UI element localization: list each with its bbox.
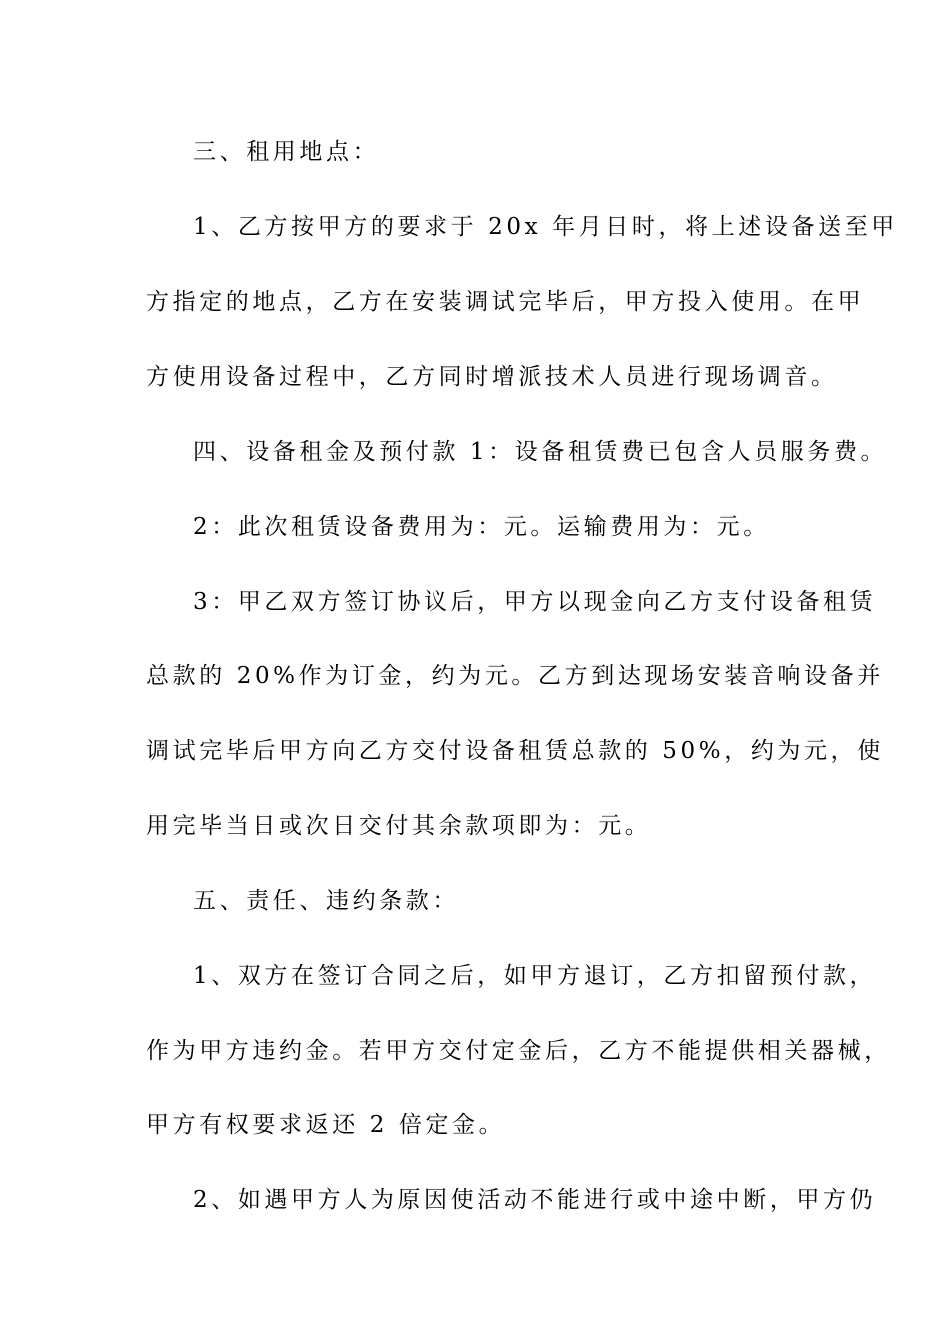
paragraph-line: 用完毕当日或次日交付其余款项即为：元。 [146, 813, 652, 839]
section-heading-rental-location: 三、租用地点： [193, 139, 380, 165]
paragraph-line: 方指定的地点，乙方在安装调试完毕后，甲方投入使用。在甲 [146, 289, 865, 315]
paragraph-line: 甲方有权要求返还 2 倍定金。 [146, 1112, 506, 1138]
section-heading-rent-and-prepayment: 四、设备租金及预付款 1：设备租赁费已包含人员服务费。 [193, 439, 888, 465]
paragraph-line: 1、乙方按甲方的要求于 20x 年月日时，将上述设备送至甲 [193, 214, 898, 240]
paragraph-line: 2、如遇甲方人为原因使活动不能进行或中途中断，甲方仍 [193, 1187, 877, 1213]
paragraph-line: 1、双方在签订合同之后，如甲方退订，乙方扣留预付款， [193, 963, 877, 989]
paragraph-line: 3：甲乙双方签订协议后，甲方以现金向乙方支付设备租赁 [193, 589, 877, 615]
section-heading-liability: 五、责任、违约条款： [193, 888, 459, 914]
paragraph-line: 方使用设备过程中，乙方同时增派技术人员进行现场调音。 [146, 364, 838, 390]
paragraph-line: 作为甲方违约金。若甲方交付定金后，乙方不能提供相关器械， [146, 1038, 891, 1064]
paragraph-line: 2：此次租赁设备费用为：元。运输费用为：元。 [193, 514, 770, 540]
paragraph-line: 调试完毕后甲方向乙方交付设备租赁总款的 50%，约为元，使 [146, 738, 884, 764]
paragraph-line: 总款的 20%作为订金，约为元。乙方到达现场安装音响设备并 [146, 663, 884, 689]
